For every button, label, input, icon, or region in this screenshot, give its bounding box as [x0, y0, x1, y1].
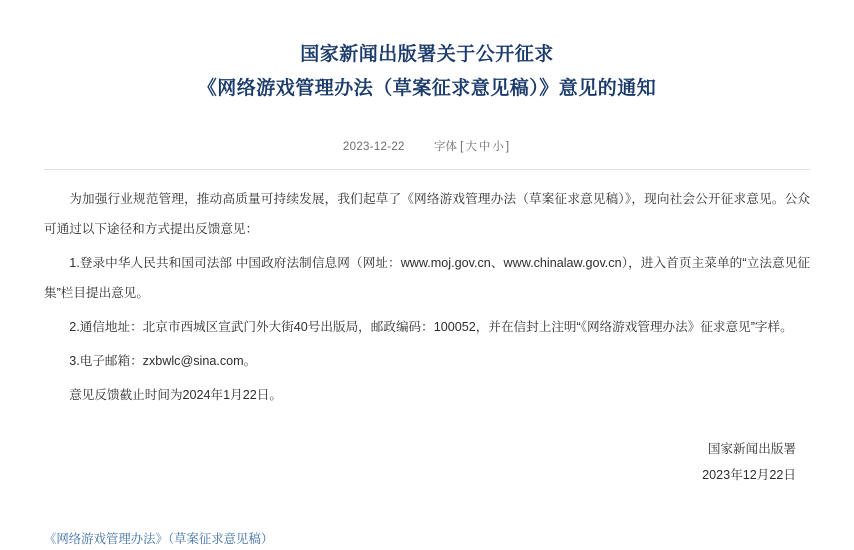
font-size-medium-button[interactable]: 中 — [478, 141, 493, 153]
attachment-list — [44, 528, 810, 550]
page-title — [44, 0, 810, 106]
font-size-label: 字体 — [433, 141, 457, 153]
paragraph-intro: 为加强行业规范管理，推动高质量可持续发展，我们起草了《网络游戏管理办法（草案征求意见稿）》，现向社会公开征求意见。公众可通过以下途径和方式提出反馈意见： — [44, 192, 810, 236]
font-size-large-button[interactable]: 大 — [465, 141, 479, 153]
article-body — [44, 184, 810, 410]
bracket-open: [ — [460, 141, 466, 153]
signature-organization: 国家新闻出版署 — [707, 442, 796, 456]
article-meta — [44, 138, 810, 156]
attachment-link[interactable]: 《网络游戏管理办法》（草案征求意见稿） — [44, 532, 274, 546]
paragraph-channel-2: 2.通信地址：北京市西城区宣武门外大街40号出版局，邮政编码：100052，并在信封上注明“《网络游戏管理办法》征求意见”字样。 — [69, 320, 793, 334]
paragraph-channel-1: 1.登录中华人民共和国司法部 中国政府法制信息网（网址：www.moj.gov.cn、www.chinalaw.gov.cn），进入首页主菜单的“立法意见征集”栏目提出意见。 — [44, 256, 810, 300]
paragraph-channel-3: 3.电子邮箱：zxbwlc@sina.com。 — [69, 354, 257, 368]
header-divider — [44, 169, 810, 170]
title-line-1: 国家新闻出版署关于公开征求 — [300, 44, 554, 65]
title-line-2: 《网络游戏管理办法（草案征求意见稿）》意见的通知 — [197, 78, 657, 99]
font-size-small-button[interactable]: 小 — [492, 141, 506, 153]
publish-date: 2023-12-22 — [342, 141, 405, 153]
paragraph-deadline: 意见反馈截止时间为2024年1月22日。 — [69, 388, 282, 402]
bracket-close: ] — [505, 141, 512, 153]
signature-date: 2023年12月22日 — [702, 468, 796, 482]
font-size-controls — [460, 141, 511, 153]
signature-block — [44, 436, 810, 488]
